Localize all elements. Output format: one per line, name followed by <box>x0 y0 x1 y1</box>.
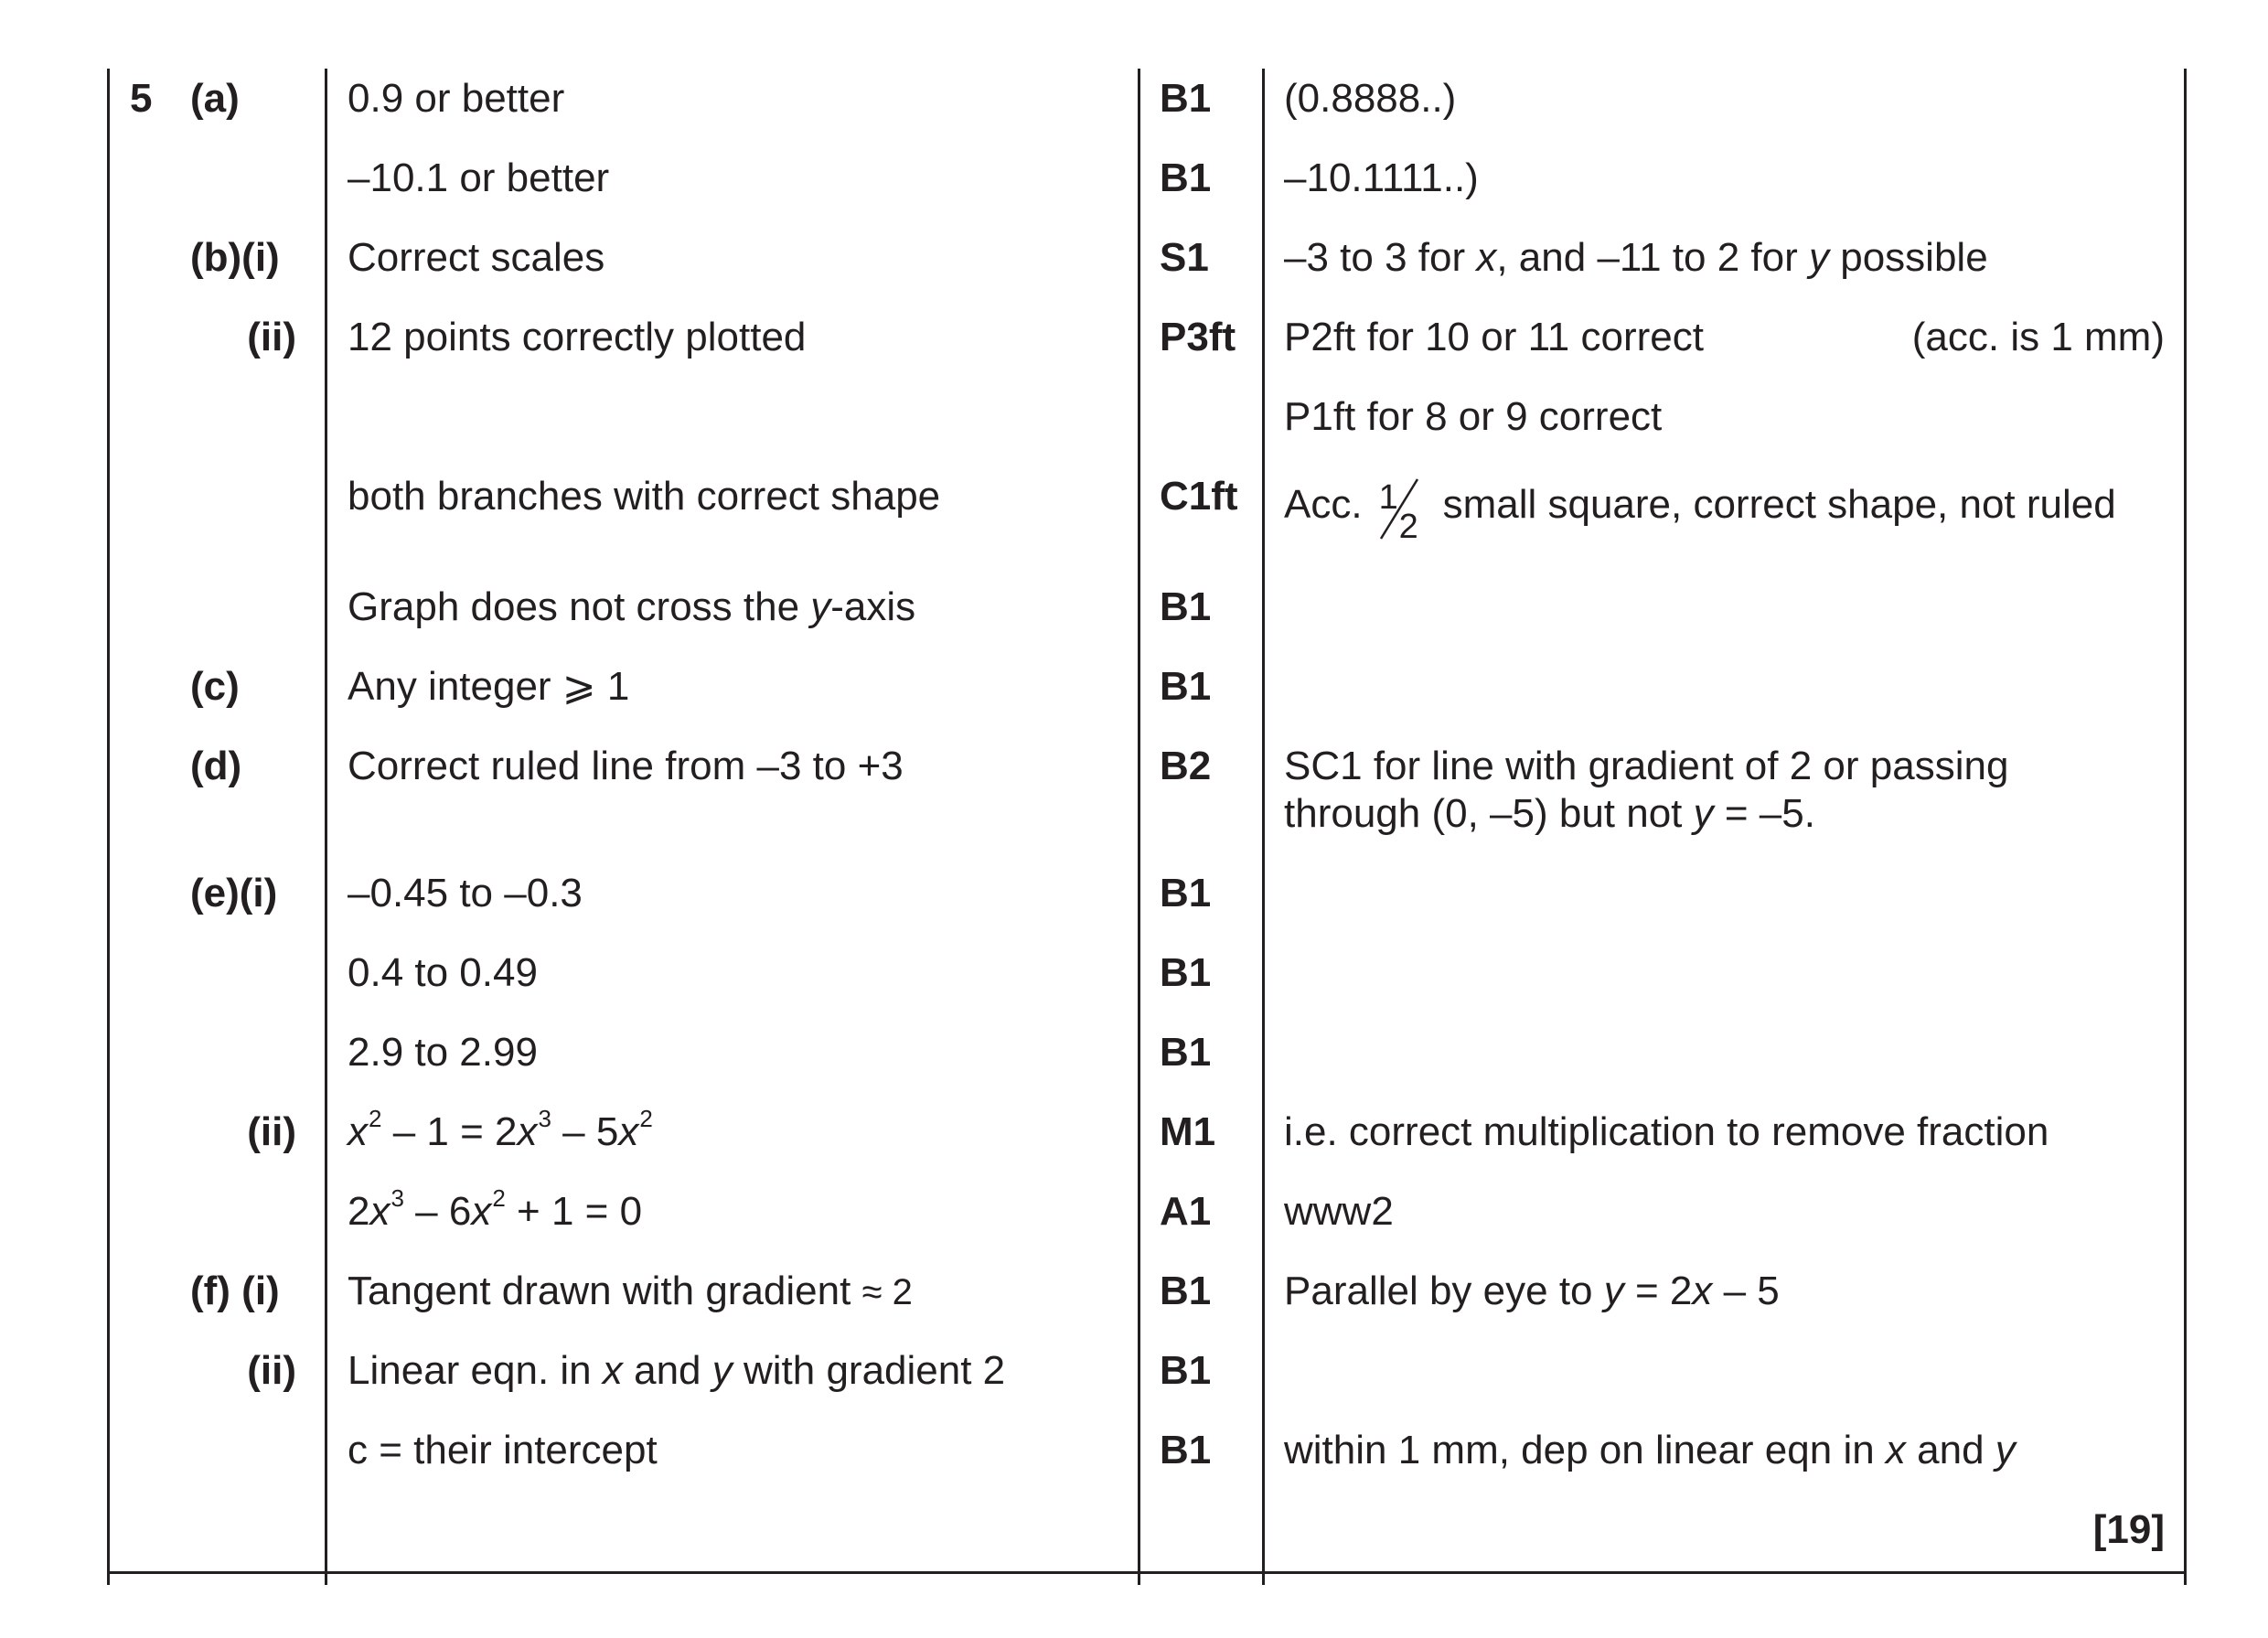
mark-code: S1 <box>1160 235 1209 280</box>
answer-text: Correct scales <box>348 235 605 280</box>
mark-code: B1 <box>1160 950 1212 995</box>
answer-text: Graph does not cross the y-axis <box>348 584 916 629</box>
part-label: (b)(i) <box>190 235 280 280</box>
equation: $2x^3 - 6x^2 + 1 = 0$ <box>348 1184 643 1234</box>
column-divider-part <box>325 69 327 1585</box>
half-fraction: 1 2 <box>1378 478 1418 547</box>
notes-text: (0.8888..) <box>1284 76 1457 121</box>
column-divider-mark <box>1262 69 1265 1585</box>
part-label: (a) <box>190 76 240 121</box>
answer-text: –10.1 or better <box>348 155 610 200</box>
question-number: 5 <box>130 76 153 121</box>
notes-text: i.e. correct multiplication to remove fraction <box>1284 1109 2049 1154</box>
part-label: (ii) <box>247 315 296 359</box>
mark-code: B2 <box>1160 744 1212 788</box>
column-divider-answer <box>1138 69 1140 1585</box>
answer-text: 12 points correctly plotted <box>348 315 807 359</box>
answer-text: both branches with correct shape <box>348 474 941 519</box>
table-border-left <box>107 69 110 1585</box>
part-label: (ii) <box>247 1109 296 1154</box>
notes-text: P2ft for 10 or 11 correct <box>1284 315 1704 359</box>
mark-code: B1 <box>1160 1030 1212 1075</box>
notes-text: through (0, –5) but not y = –5. <box>1284 791 1815 836</box>
part-label: (ii) <box>247 1348 296 1393</box>
mark-code: B1 <box>1160 584 1212 629</box>
notes-text: SC1 for line with gradient of 2 or passing <box>1284 744 2009 788</box>
answer-text: Tangent drawn with gradient ≈ 2 <box>348 1269 913 1313</box>
answer-text: Any integer ⩾ 1 <box>348 664 630 709</box>
table-border-right <box>2184 69 2187 1585</box>
mark-code: B1 <box>1160 1269 1212 1313</box>
part-label: (c) <box>190 664 240 709</box>
part-label: (f) (i) <box>190 1269 280 1313</box>
table-bottom-rule <box>107 1571 2187 1574</box>
equation: $x^2 - 1 = 2x^3 - 5x^2$ <box>348 1105 653 1154</box>
notes-text: Parallel by eye to y = 2x – 5 <box>1284 1269 1780 1313</box>
answer-text: 0.9 or better <box>348 76 565 121</box>
notes-text: –3 to 3 for x, and –11 to 2 for y possible <box>1284 235 1988 280</box>
mark-code: P3ft <box>1160 315 1236 359</box>
notes-text: –10.1111..) <box>1284 155 1479 200</box>
notes-text: Acc. 1 2 small square, correct shape, not ruled <box>1284 478 2116 547</box>
notes-text: within 1 mm, dep on linear eqn in x and y <box>1284 1428 2016 1472</box>
mark-code: B1 <box>1160 1348 1212 1393</box>
notes-text: P1ft for 8 or 9 correct <box>1284 394 1663 439</box>
mark-code: M1 <box>1160 1109 1216 1154</box>
answer-text: Correct ruled line from –3 to +3 <box>348 744 904 788</box>
total-marks: [19] <box>2092 1507 2165 1552</box>
mark-code: C1ft <box>1160 474 1238 519</box>
answer-text: 2.9 to 2.99 <box>348 1030 538 1075</box>
part-label: (d) <box>190 744 242 788</box>
answer-text: –0.45 to –0.3 <box>348 871 583 915</box>
mark-code: B1 <box>1160 664 1212 709</box>
answer-text: c = their intercept <box>348 1428 658 1472</box>
mark-code: B1 <box>1160 155 1212 200</box>
mark-code: B1 <box>1160 76 1212 121</box>
mark-code: B1 <box>1160 1428 1212 1472</box>
answer-text: Linear eqn. in x and y with gradient 2 <box>348 1348 1006 1393</box>
part-label: (e)(i) <box>190 871 278 915</box>
mark-code: B1 <box>1160 871 1212 915</box>
notes-text: www2 <box>1284 1189 1394 1234</box>
answer-text: 0.4 to 0.49 <box>348 950 538 995</box>
mark-code: A1 <box>1160 1189 1212 1234</box>
accuracy-note: (acc. is 1 mm) <box>1911 315 2165 359</box>
